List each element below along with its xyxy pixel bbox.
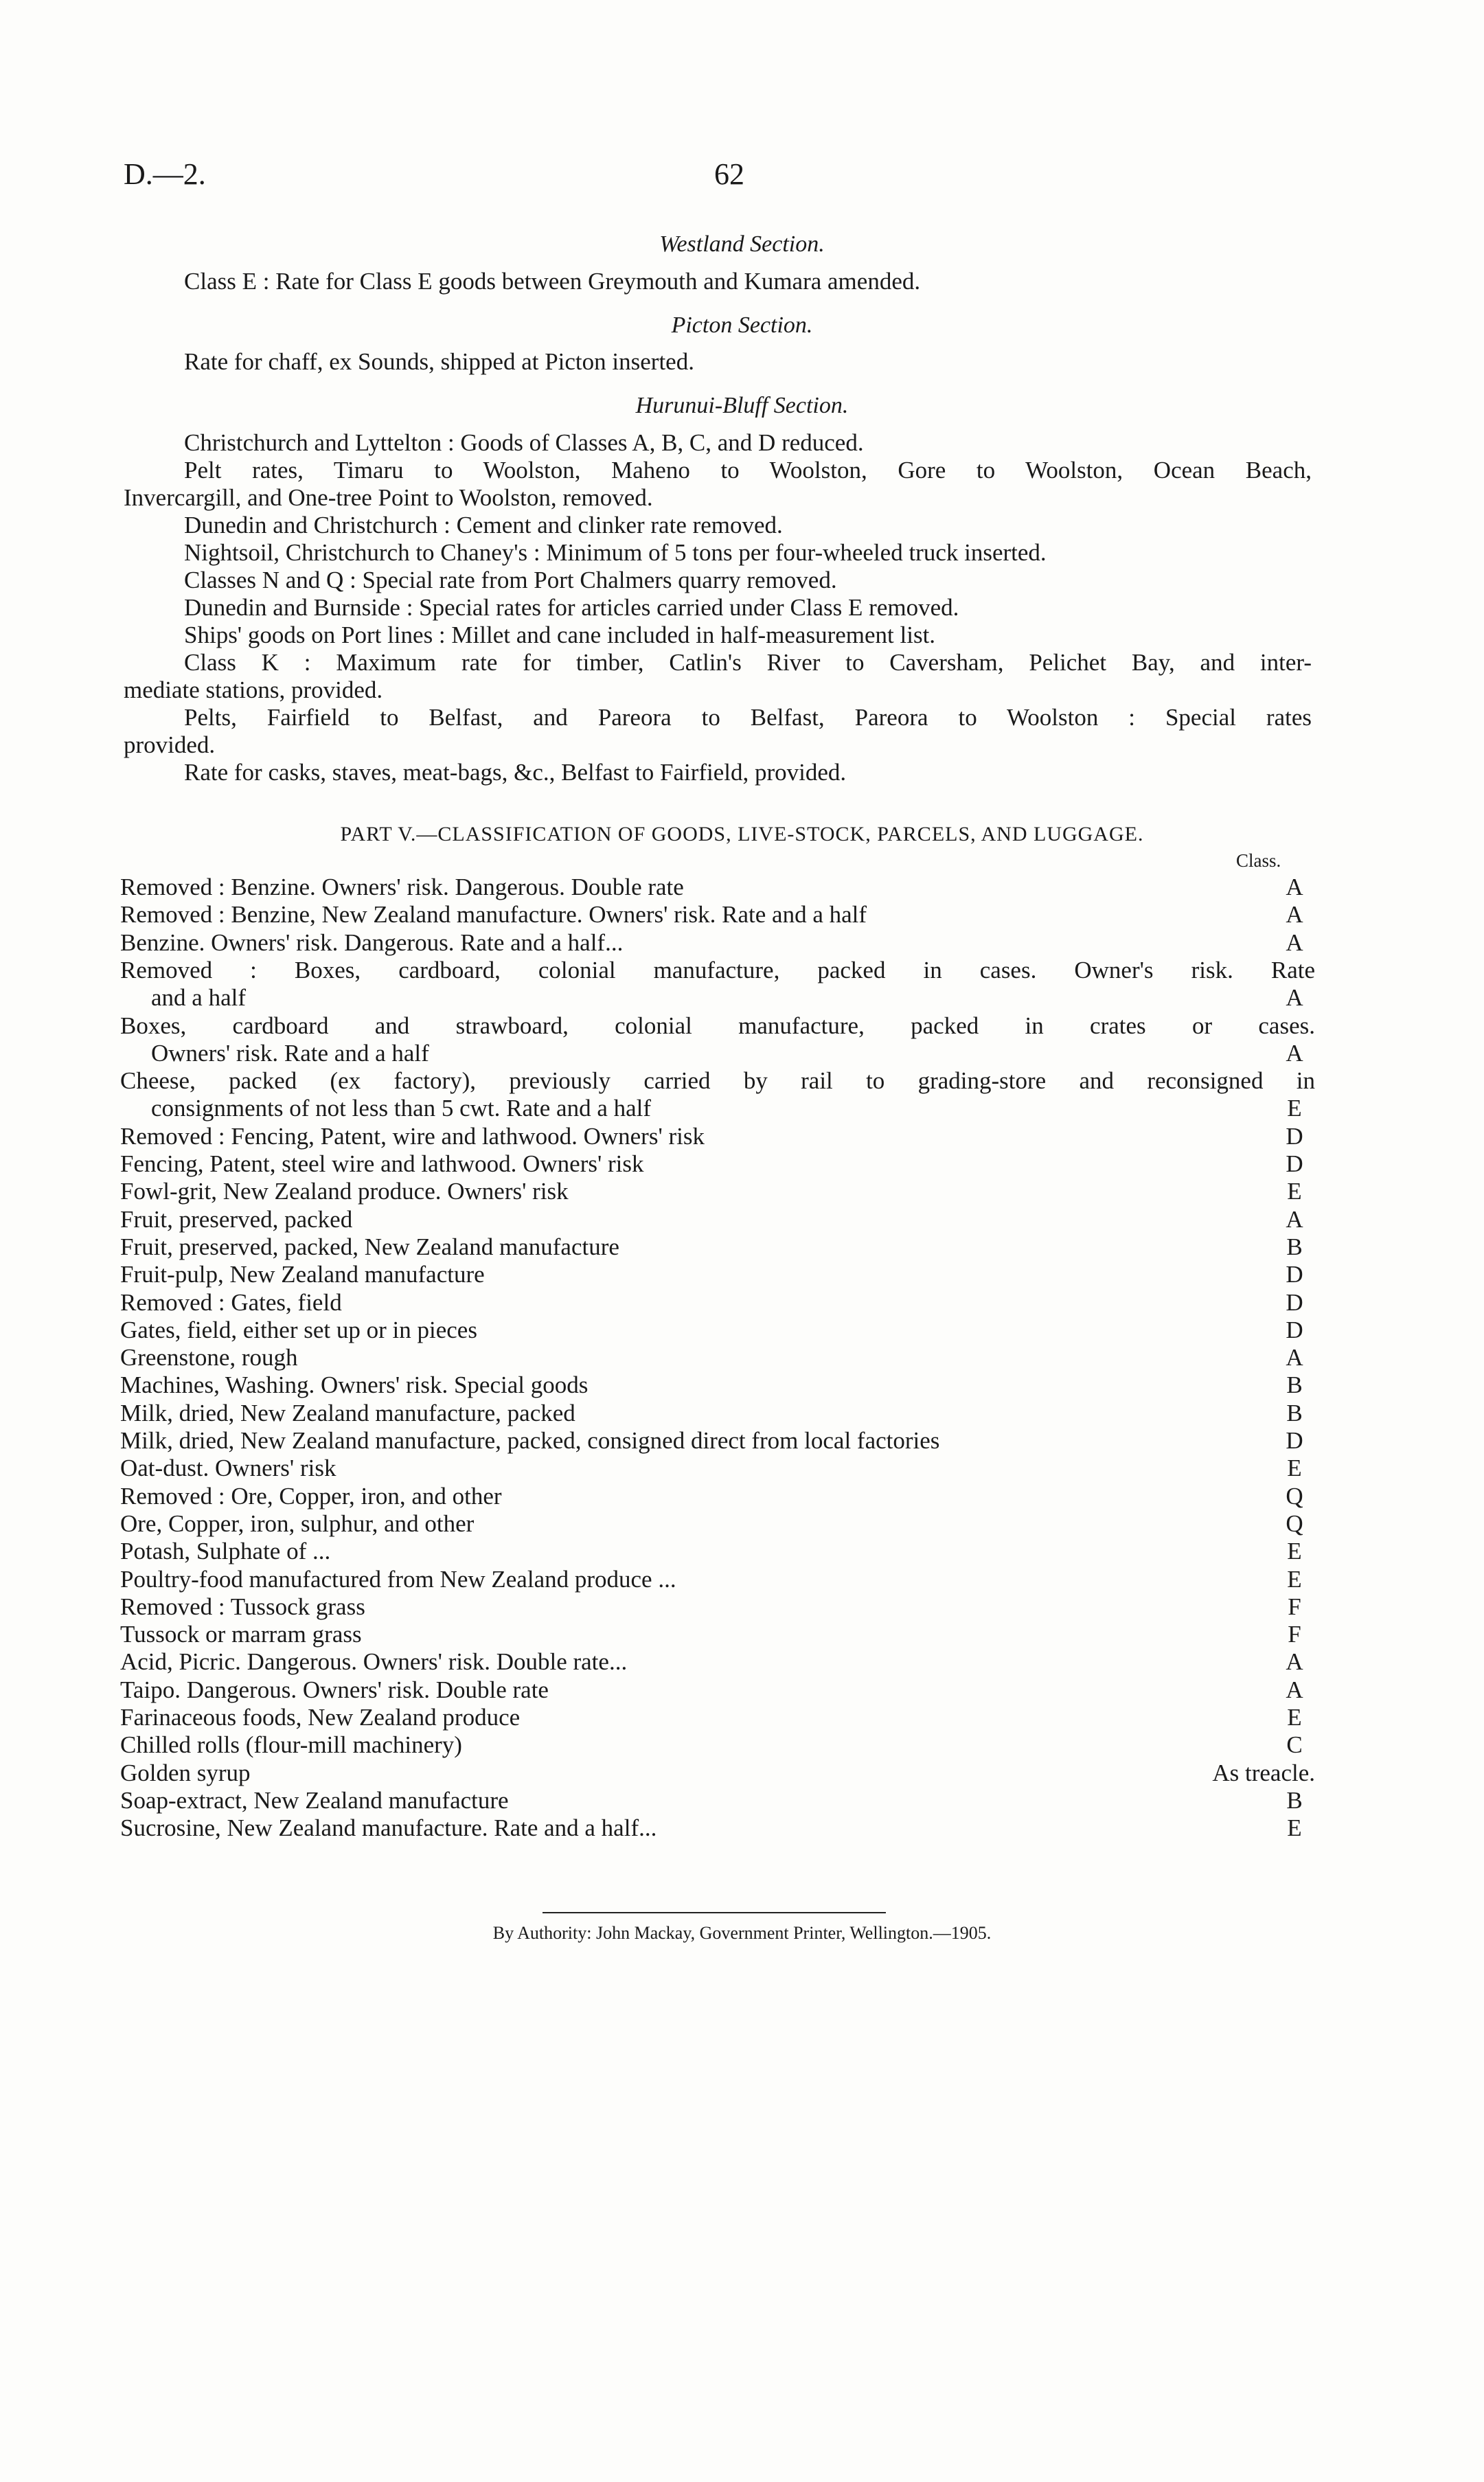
classification-item-text: Tussock or marram grass <box>120 1621 362 1648</box>
class-letter: B <box>1286 1786 1303 1814</box>
classification-item-text: Taipo. Dangerous. Owners' risk. Double rate <box>120 1676 549 1703</box>
hurunui-line-3: Invercargill, and One-tree Point to Woolston, removed. <box>124 484 653 511</box>
classification-row <box>120 1317 1315 1344</box>
classification-row <box>120 1261 1315 1288</box>
class-letter: A <box>1286 1205 1303 1233</box>
classification-row <box>120 1344 1315 1371</box>
class-letter: E <box>1287 1814 1302 1842</box>
classification-row <box>120 1510 1315 1538</box>
classification-item-text: Fruit-pulp, New Zealand manufacture <box>120 1261 485 1288</box>
classification-item-text: Chilled rolls (flour-mill machinery) <box>120 1731 462 1759</box>
class-column-header: Class. <box>1236 850 1281 871</box>
classification-row <box>120 1123 1315 1150</box>
classification-item-text: Fowl-grit, New Zealand produce. Owners' risk <box>120 1178 569 1205</box>
part-title: PART V.—CLASSIFICATION OF GOODS, LIVE-STOCK, PARCELS, AND LUGGAGE. <box>340 823 1144 845</box>
class-letter: A <box>1286 1344 1303 1371</box>
class-letter: Q <box>1286 1482 1303 1510</box>
classification-row <box>120 874 1315 901</box>
classification-item-text: Fencing, Patent, steel wire and lathwood. Owners' risk <box>120 1150 644 1177</box>
classification-item-text: Removed : Ore, Copper, iron, and other <box>120 1482 502 1510</box>
class-letter: D <box>1286 1288 1303 1316</box>
classification-item-text: Potash, Sulphate of ... <box>120 1538 331 1565</box>
classification-row <box>120 984 1315 1012</box>
classification-row <box>120 1371 1315 1399</box>
classification-row <box>120 929 1315 957</box>
class-letter: D <box>1286 1316 1303 1343</box>
classification-row <box>120 1621 1315 1648</box>
classification-row <box>120 1676 1315 1704</box>
class-letter: F <box>1288 1621 1301 1648</box>
hurunui-line-8: Ships' goods on Port lines : Millet and cane included in half-measurement list. <box>184 622 936 648</box>
class-letter: B <box>1286 1371 1303 1399</box>
hurunui-line-13: Rate for casks, staves, meat-bags, &c., Belfast to Fairfield, provided. <box>184 759 847 786</box>
class-letter: A <box>1286 1676 1303 1703</box>
classification-item-text: Cheese, packed (ex factory), previously carried by rail to grading-store and reconsigned in <box>120 1067 1315 1095</box>
class-letter: Q <box>1286 1510 1303 1537</box>
classification-row <box>120 1040 1315 1067</box>
classification-item-text: Gates, field, either set up or in pieces <box>120 1316 477 1343</box>
class-letter: A <box>1286 929 1303 956</box>
class-letter: D <box>1286 1261 1303 1288</box>
section-title-picton: Picton Section. <box>671 312 813 338</box>
hurunui-line-4: Dunedin and Christchurch : Cement and clinker rate removed. <box>184 512 783 538</box>
classification-row <box>120 1648 1315 1676</box>
hurunui-line-2: Pelt rates, Timaru to Woolston, Maheno to Woolston, Gore to Woolston, Ocean Beach, <box>184 457 1312 483</box>
classification-row <box>120 1731 1315 1759</box>
classification-row <box>120 1400 1315 1427</box>
printer-imprint: By Authority: John Mackay, Government Printer, Wellington.—1905. <box>492 1923 992 1943</box>
hurunui-line-1: Christchurch and Lyttelton : Goods of Classes A, B, C, and D reduced. <box>184 429 864 456</box>
hurunui-line-6: Classes N and Q : Special rate from Port Chalmers quarry removed. <box>184 567 837 593</box>
class-letter: A <box>1286 1039 1303 1067</box>
hurunui-line-9: Class K : Maximum rate for timber, Catlin's River to Caversham, Pelichet Bay, and inter- <box>184 649 1312 676</box>
footer-rule <box>543 1912 886 1913</box>
class-letter: D <box>1286 1150 1303 1177</box>
classification-item-text: Golden syrup <box>120 1759 251 1786</box>
hurunui-line-10: mediate stations, provided. <box>124 676 383 703</box>
classification-row <box>120 1150 1315 1178</box>
class-letter: C <box>1286 1731 1303 1759</box>
classification-item-text: Removed : Benzine. Owners' risk. Dangerous. Double rate <box>120 874 684 900</box>
classification-item-text: Removed : Boxes, cardboard, colonial manufacture, packed in cases. Owner's risk. Rate <box>120 956 1315 983</box>
classification-item-text: Benzine. Owners' risk. Dangerous. Rate and a half... <box>120 929 624 956</box>
classification-row <box>120 1538 1315 1565</box>
class-letter: F <box>1288 1593 1301 1620</box>
class-letter: E <box>1287 1178 1302 1205</box>
classification-item-text: Soap-extract, New Zealand manufacture <box>120 1786 509 1814</box>
classification-row <box>120 901 1315 929</box>
classification-row <box>120 1787 1315 1814</box>
class-letter: D <box>1286 1122 1303 1150</box>
classification-item-text: Oat-dust. Owners' risk <box>120 1455 336 1482</box>
classification-row <box>120 1566 1315 1593</box>
classification-item-text: Removed : Fencing, Patent, wire and lathwood. Owners' risk <box>120 1122 705 1150</box>
class-letter: D <box>1286 1427 1303 1454</box>
classification-item-text: Removed : Gates, field <box>120 1288 342 1316</box>
class-letter: A <box>1286 984 1303 1012</box>
document-reference: D.—2. <box>124 157 206 191</box>
classification-item-text: Removed : Tussock grass <box>120 1593 365 1620</box>
classification-item-text: Milk, dried, New Zealand manufacture, packed <box>120 1399 575 1426</box>
classification-row <box>120 1233 1315 1261</box>
classification-row <box>120 1095 1315 1122</box>
section-title-westland: Westland Section. <box>659 231 825 257</box>
class-letter: E <box>1287 1455 1302 1482</box>
classification-item-text: Removed : Benzine, New Zealand manufacture. Owners' risk. Rate and a half <box>120 901 867 929</box>
classification-row <box>120 1760 1315 1787</box>
hurunui-line-5: Nightsoil, Christchurch to Chaney's : Minimum of 5 tons per four-wheeled truck inserted. <box>184 539 1047 566</box>
section-title-hurunui-bluff: Hurunui-Bluff Section. <box>635 393 849 418</box>
class-letter: E <box>1287 1565 1302 1593</box>
class-letter: B <box>1286 1399 1303 1426</box>
westland-line: Class E : Rate for Class E goods between Greymouth and Kumara amended. <box>184 268 921 295</box>
classification-row <box>120 1206 1315 1233</box>
page-number: 62 <box>714 157 744 191</box>
classification-item-continuation: and a half <box>151 984 246 1012</box>
classification-item-text: Ore, Copper, iron, sulphur, and other <box>120 1510 475 1537</box>
classification-item-text: Boxes, cardboard and strawboard, colonial manufacture, packed in crates or cases. <box>120 1012 1315 1039</box>
class-letter: A <box>1286 874 1303 900</box>
classification-row <box>120 1814 1315 1842</box>
classification-row <box>120 1427 1315 1455</box>
classification-item-text: Milk, dried, New Zealand manufacture, packed, consigned direct from local factories <box>120 1427 940 1454</box>
classification-row <box>120 1593 1315 1621</box>
class-letter: A <box>1286 901 1303 929</box>
classification-row <box>120 1483 1315 1510</box>
classification-item-text: Greenstone, rough <box>120 1344 298 1371</box>
classification-item-text: Farinaceous foods, New Zealand produce <box>120 1704 521 1731</box>
classification-item-text: Fruit, preserved, packed <box>120 1205 353 1233</box>
classification-item-text: Fruit, preserved, packed, New Zealand manufacture <box>120 1233 619 1260</box>
class-letter: E <box>1287 1538 1302 1565</box>
classification-item-text: Sucrosine, New Zealand manufacture. Rate and a half... <box>120 1814 657 1842</box>
hurunui-line-7: Dunedin and Burnside : Special rates for articles carried under Class E removed. <box>184 594 959 621</box>
classification-row <box>120 1455 1315 1482</box>
classification-item-text: Acid, Picric. Dangerous. Owners' risk. Double rate... <box>120 1648 628 1676</box>
classification-row <box>120 1289 1315 1317</box>
classification-item-continuation: Owners' risk. Rate and a half <box>151 1039 429 1067</box>
class-letter: B <box>1286 1233 1303 1260</box>
hurunui-line-12: provided. <box>124 731 216 758</box>
classification-item-text: Poultry-food manufactured from New Zealand produce ... <box>120 1565 676 1593</box>
classification-row <box>120 1178 1315 1205</box>
class-letter: As treacle. <box>1212 1759 1315 1786</box>
classification-item-text: Machines, Washing. Owners' risk. Special goods <box>120 1371 589 1399</box>
picton-line: Rate for chaff, ex Sounds, shipped at Picton inserted. <box>184 348 694 375</box>
hurunui-line-11: Pelts, Fairfield to Belfast, and Pareora to Belfast, Pareora to Woolston : Special rates <box>184 704 1312 731</box>
classification-row <box>120 1704 1315 1731</box>
class-letter: A <box>1286 1648 1303 1676</box>
classification-item-continuation: consignments of not less than 5 cwt. Rate and a half <box>151 1095 652 1122</box>
class-letter: E <box>1287 1704 1302 1731</box>
class-letter: E <box>1287 1095 1302 1122</box>
